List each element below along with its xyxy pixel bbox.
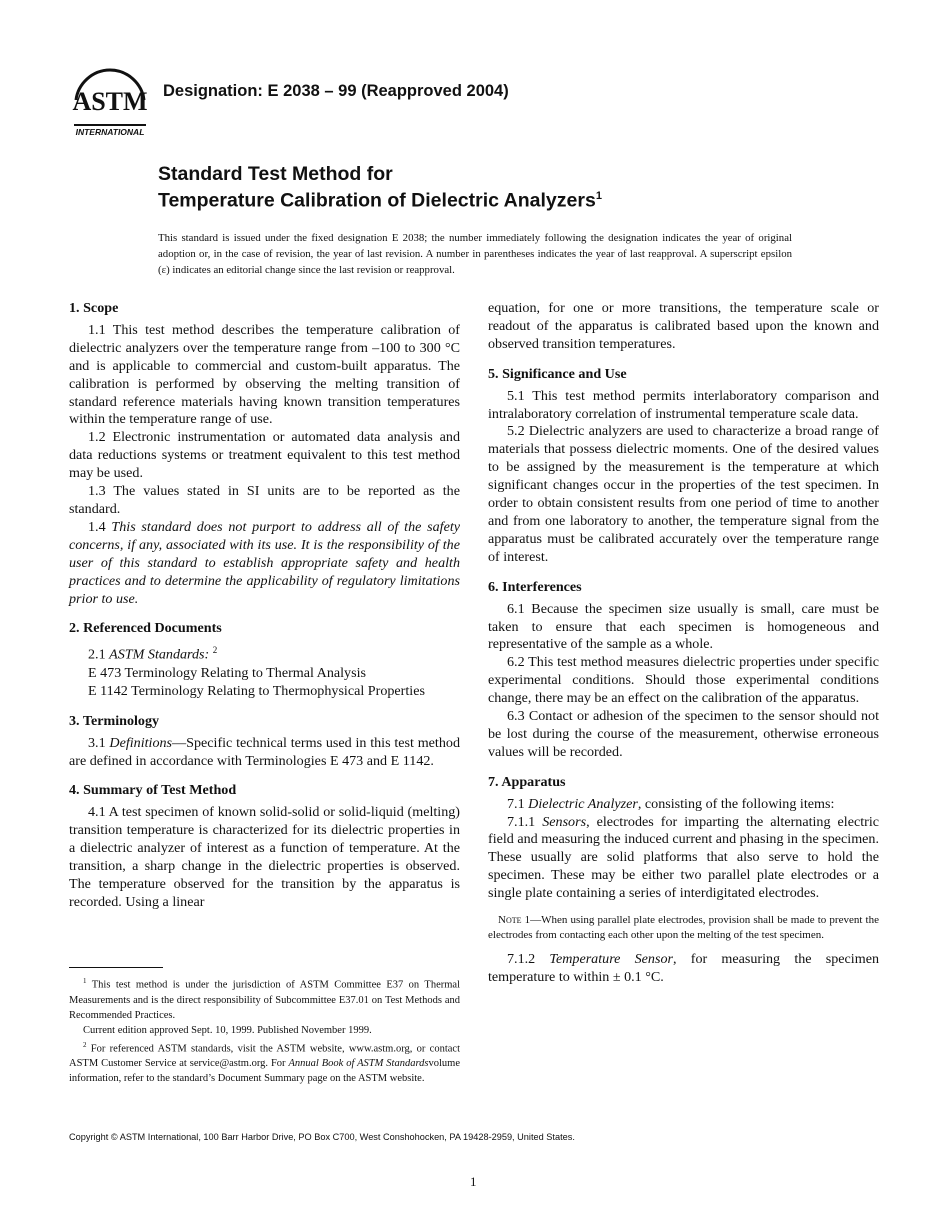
paragraph-1-1: 1.1 This test method describes the temperature calibration of dielectric analyzers over the temperature range from –100 to 300 °C and is applicable to commercial and custom-built apparatus. The calibration is performed by observing the melting transition of standard reference materials having known transition temperatures within the temperature range of use. [69,321,460,428]
paragraph-6-3: 6.3 Contact or adhesion of the specimen to the sensor should not be lost during the course of the measurement, otherwise erroneous values will be recorded. [488,708,879,760]
paragraph-3-1: 3.1 Definitions—Specific technical terms used in this test method are defined in accordance with Terminologies E 473 and E 1142. [69,734,460,769]
paragraph-1-2: 1.2 Electronic instrumentation or automated data analysis and data reductions systems or treatment equivalent to this test method may be used. [69,429,460,482]
section-heading-apparatus: 7. Apparatus [488,773,566,790]
title-footnote-ref: 1 [595,190,602,202]
paragraph-1-4: 1.4 This standard does not purport to address all of the safety concerns, if any, associated with its use. It is the responsibility of the user of this standard to establish appropriate safety and health practices and to determine the applicability of regulatory limitations prior to use. [69,518,461,607]
designation: Designation: E 2038 – 99 (Reapproved 2004) [163,82,509,100]
paragraph-4-1-continued: equation, for one or more transitions, the temperature scale or readout of the apparatus is calibrated based upon the known and observed transition temperatures. [488,300,879,352]
title-line-2: Temperature Calibration of Dielectric Analyzers$^1$ [158,189,602,212]
paragraph-7-1: 7.1 Dielectric Analyzer, consisting of the following items: [507,795,835,812]
paragraph-4-1: 4.1 A test specimen of known solid-solid or solid-liquid (melting) transition temperature is characterized for its dielectric properties in a dielectric analyzer of interest as a function of temperature. At the transition, a sharp change in the dielectric properties is observed. The temperature observed for the transition by the apparatus is recorded. Using a linear [69,804,460,910]
paragraph-6-2: 6.2 This test method measures dielectric properties under specific experimental conditions. Should those experimental conditions change, there may be an effect on the calibration of the apparatus. [488,654,879,707]
section-heading-interferences: 6. Interferences [488,578,582,595]
section-heading-referenced-documents: 2. Referenced Documents [69,620,222,637]
footnote-2: $^2$ For referenced ASTM standards, visit the ASTM website, www.astm.org, or contact ASTM Customer Service at service@astm.org. For Annual Book of ASTM Standardsvolume information, refer to the standard’s Document Summary page on the ASTM website. [69,1040,460,1084]
page-title [158,163,602,212]
right-column [488,300,879,987]
logo-subtitle: INTERNATIONAL [75,127,145,137]
paragraph-6-1: 6.1 Because the specimen size usually is small, care must be taken to ensure that each specimen is homogeneous and representative of the sample as a whole. [488,600,879,653]
copyright-notice: Copyright © ASTM International, 100 Barr Harbor Drive, PO Box C700, West Conshohocken, PA 19428-2959, United States. [69,1132,575,1142]
paragraph-7-1-2: 7.1.2 Temperature Sensor, for measuring the specimen temperature to within ± 0.1 °C. [488,951,879,985]
paragraph-1-3: 1.3 The values stated in SI units are to be reported as the standard. [69,483,460,517]
footnotes [69,974,460,1086]
paragraph-5-2: 5.2 Dielectric analyzers are used to characterize a broad range of materials that possess dielectric moments. One of the desired values to be assigned by the measurement is the temperature at which significant changes occur in the properties of the test specimen. In order to obtain consistent results from one period of time to another and from one laboratory to another, the temperature signal from the apparatus must be calibrated accurately over the temperature range of interest. [488,423,879,565]
section-heading-significance: 5. Significance and Use [488,365,627,382]
footnote-divider [69,967,163,968]
left-column [69,300,460,912]
reference-e1142: E 1142 Terminology Relating to Thermophysical Properties [88,682,425,699]
intro-paragraph: This standard is issued under the fixed designation E 2038; the number immediately following the designation indicates the year of original adoption or, in the case of revision, the year of last revision. A number in parentheses indicates the year of last reapproval. A superscript epsilon (ε) indicates an editorial change since the last revision or reapproval. [158,232,792,276]
paragraph-2-1: 2.1 ASTM Standards: $^2$ [88,645,218,663]
logo-letters: ASTM [72,87,148,116]
section-heading-terminology: 3. Terminology [69,712,160,729]
page-number: 1 [470,1174,477,1189]
footnote-1: $^1$ This test method is under the jurisdiction of ASTM Committee E37 on Thermal Measurements and is the direct responsibility of Subcommittee E37.01 on Test Methods and Recommended Practices. [69,977,460,1021]
footnote-1-edition: Current edition approved Sept. 10, 1999. Published November 1999. [83,1024,372,1036]
paragraph-7-1-1: 7.1.1 Sensors, electrodes for imparting the alternating electric field and measuring the induced current and phasing in the specimen. These usually are solid platforms that also serve to hold the specimen. These may be either two parallel plate electrodes or a single plate containing a series of interdigitated electrodes. [488,813,880,902]
paragraph-5-1: 5.1 This test method permits interlaboratory comparison and intralaboratory correlation of instrumental temperature scale data. [488,387,879,422]
astm-logo [70,66,150,138]
section-heading-scope: 1. Scope [69,300,119,316]
section-heading-summary: 4. Summary of Test Method [69,782,237,799]
title-line-1: Standard Test Method for [158,163,393,185]
reference-e473: E 473 Terminology Relating to Thermal Analysis [88,664,366,681]
note-1: Note 1—When using parallel plate electrodes, provision shall be made to prevent the electrodes from contacting each other upon the melting of the test specimen. [488,914,879,942]
